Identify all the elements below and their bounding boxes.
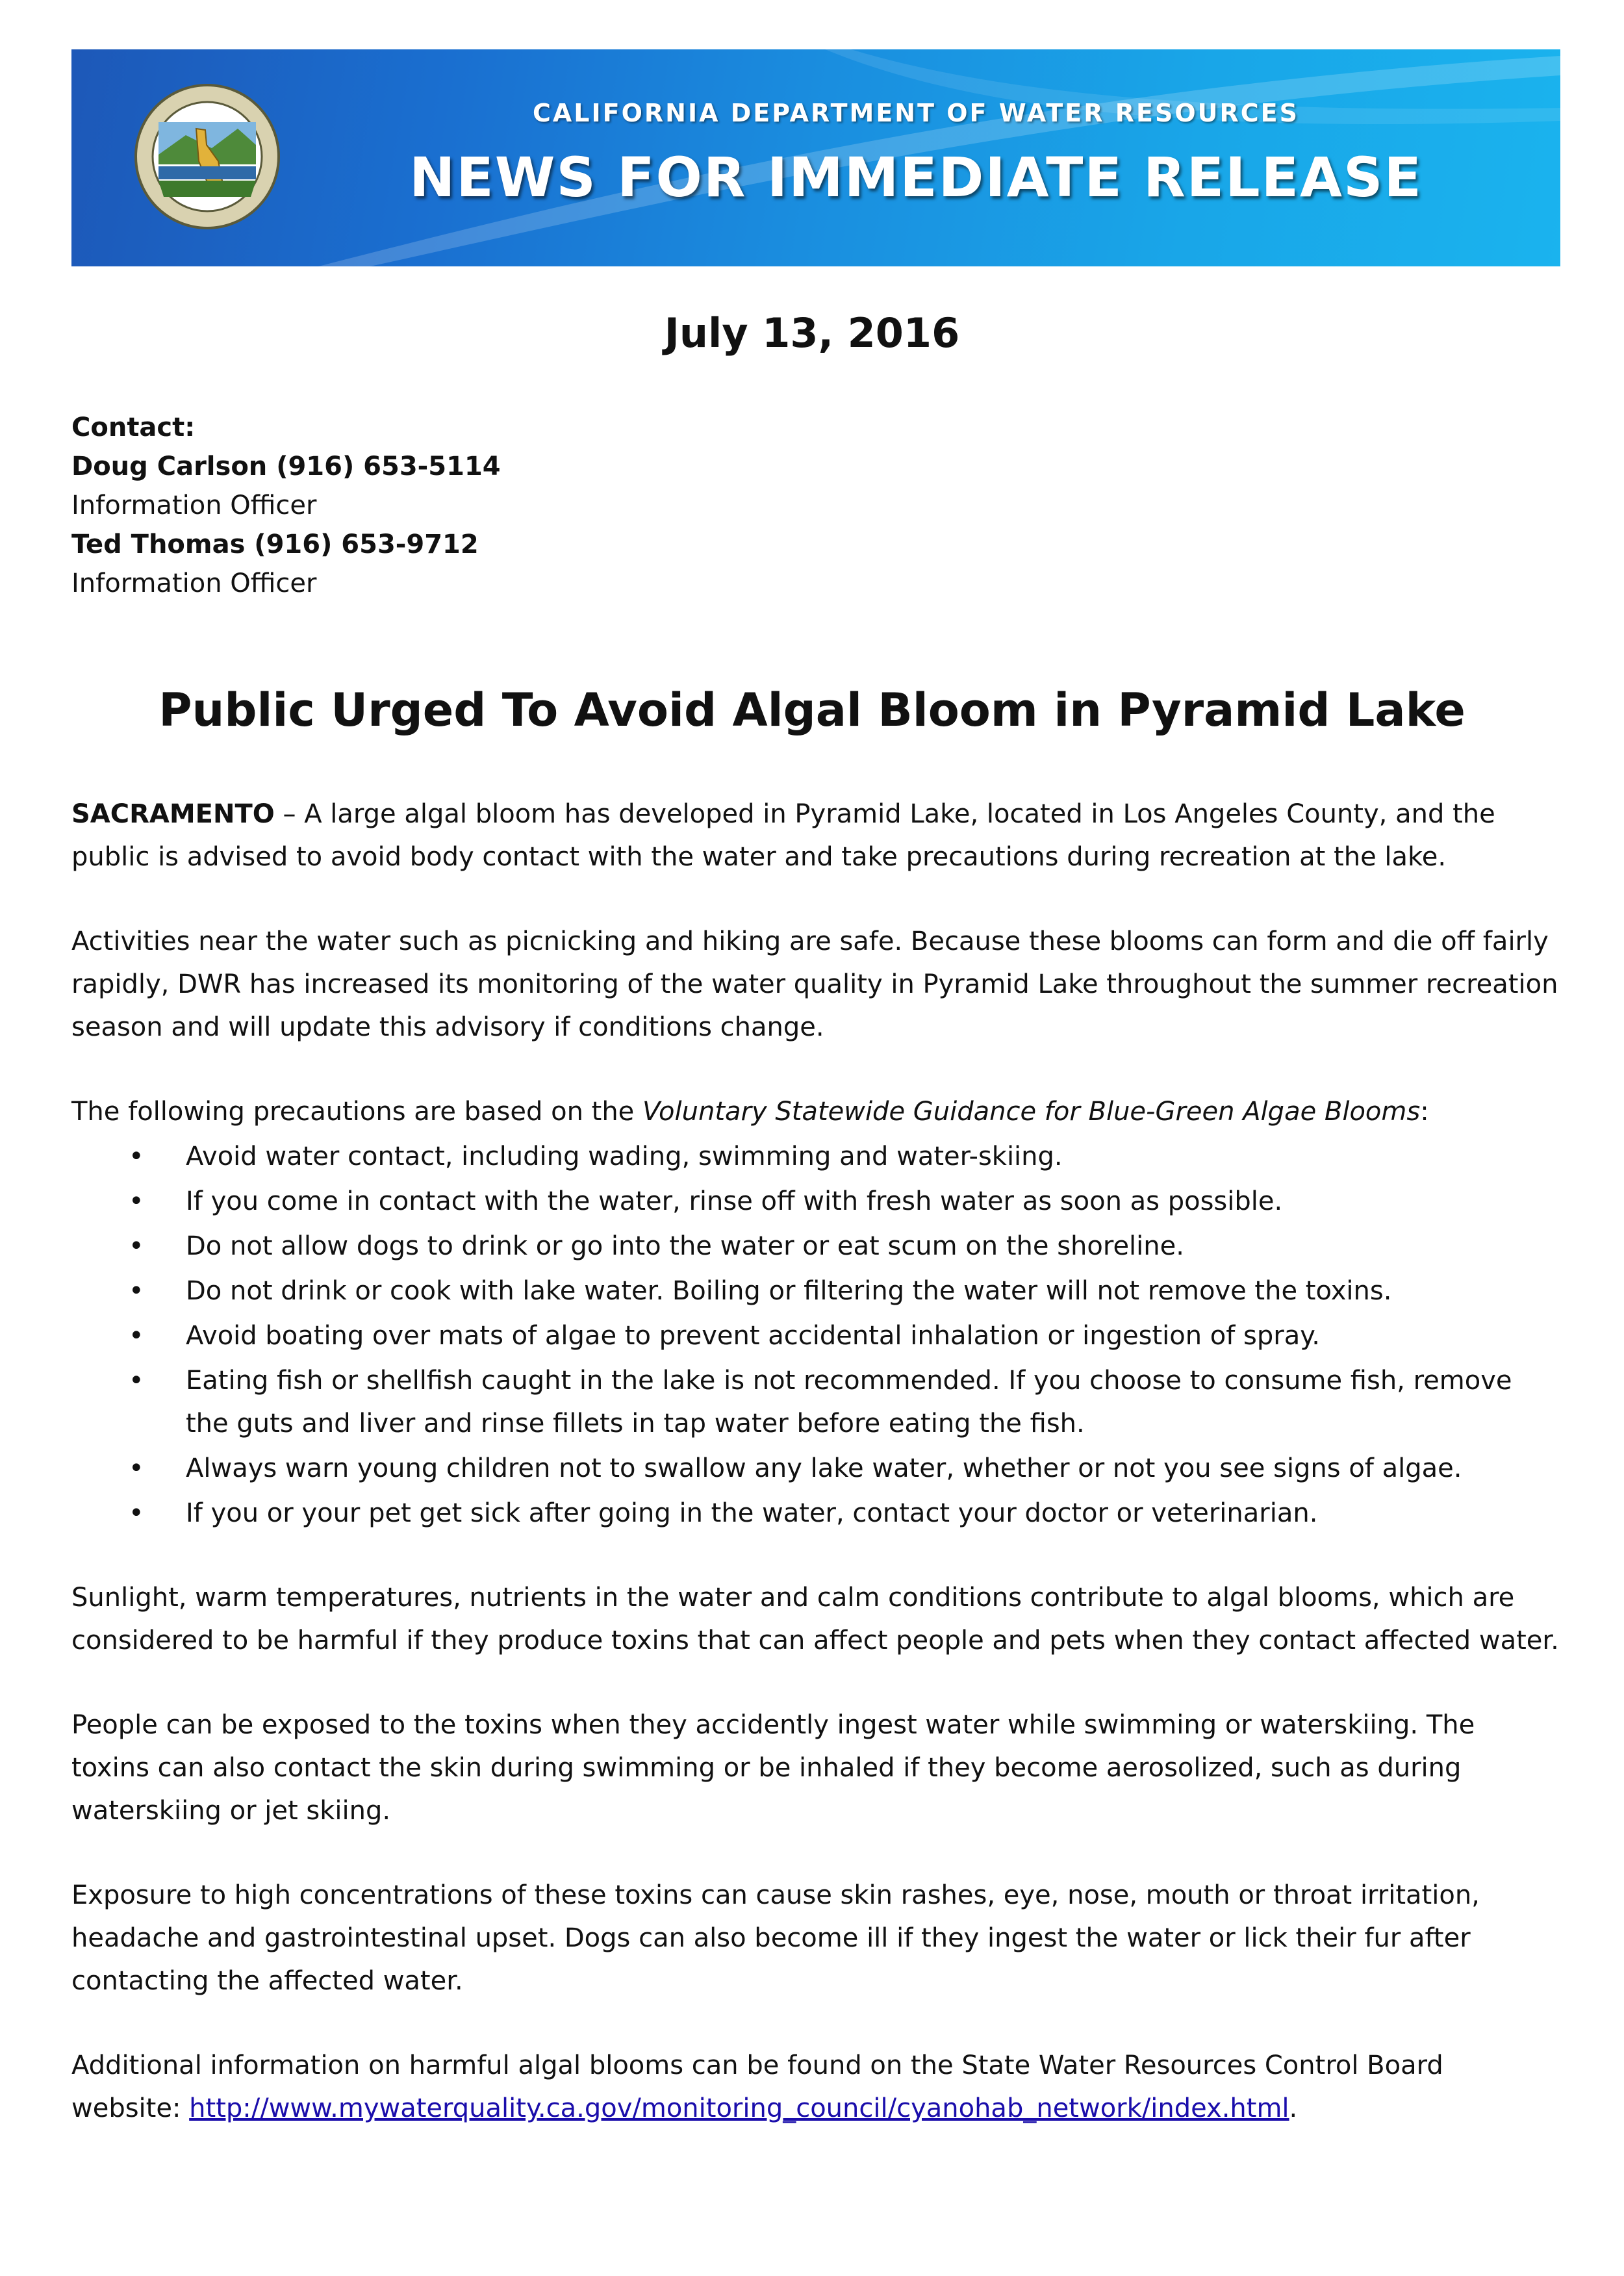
- paragraph-text: .: [1289, 2093, 1298, 2123]
- water-board-link[interactable]: http://www.mywaterquality.ca.gov/monitoring_council/cyanohab_network/index.html: [189, 2093, 1289, 2123]
- paragraph-text: :: [1420, 1097, 1429, 1127]
- paragraph-text: – A large algal bloom has developed in Pyramid Lake, located in Los Angeles County, and the public is advised to avoid body contact with the water and take precautions during recreation at the lake.: [71, 799, 1495, 872]
- banner-org-name: CALIFORNIA DEPARTMENT OF WATER RESOURCES: [533, 99, 1299, 127]
- paragraph-text: The following precautions are based on the: [71, 1097, 643, 1127]
- contact-label: Contact:: [71, 413, 196, 442]
- paragraph-exposure-routes: People can be exposed to the toxins when they accidently ingest water while swimming or waterskiing. The toxins can also contact the skin during swimming or be inhaled if they become aerosolized, such as during waterskiing or jet skiing.: [71, 1710, 1475, 1826]
- list-item: • Do not drink or cook with lake water. Boiling or filtering the water will not remove the toxins.: [71, 1270, 1559, 1312]
- list-item: • Do not allow dogs to drink or go into the water or eat scum on the shoreline.: [71, 1225, 1559, 1268]
- dwr-seal-icon: [134, 83, 281, 230]
- list-item: • Eating fish or shellfish caught in the lake is not recommended. If you choose to consume fish, remove the guts and liver and rinse fillets in tap water before eating the fish.: [71, 1359, 1559, 1445]
- contact-name-phone: Ted Thomas (916) 653-9712: [71, 530, 479, 559]
- paragraph-precautions-lead: [71, 1090, 1559, 1133]
- article-body: [71, 793, 1559, 2130]
- list-item: • If you or your pet get sick after going in the water, contact your doctor or veterinarian.: [71, 1492, 1559, 1535]
- headline: Public Urged To Avoid Algal Bloom in Pyramid Lake: [159, 684, 1465, 737]
- paragraph-health-effects: Exposure to high concentrations of these toxins can cause skin rashes, eye, nose, mouth or throat irritation, headache and gastrointestinal upset. Dogs can also become ill if they ingest the water or lick their fur after contacting the affected water.: [71, 1880, 1480, 1996]
- contact-name-phone: Doug Carlson (916) 653-5114: [71, 452, 501, 481]
- paragraph-more-info: [71, 2044, 1559, 2130]
- banner-title: NEWS FOR IMMEDIATE RELEASE: [409, 146, 1423, 209]
- contact-block: [71, 408, 501, 603]
- paragraph-activities: Activities near the water such as picnicking and hiking are safe. Because these blooms can form and die off fairly rapidly, DWR has increased its monitoring of the water quality in Pyramid Lake throughout the summer recreation season and will update this advisory if conditions change.: [71, 927, 1558, 1042]
- paragraph-intro: [71, 793, 1559, 878]
- release-date: July 13, 2016: [664, 309, 960, 357]
- contact-role: Information Officer: [71, 569, 317, 598]
- contact-role: Information Officer: [71, 491, 317, 520]
- dateline: SACRAMENTO: [71, 799, 275, 829]
- list-item: • Avoid boating over mats of algae to prevent accidental inhalation or ingestion of spray.: [71, 1314, 1559, 1357]
- list-item: • Always warn young children not to swallow any lake water, whether or not you see signs of algae.: [71, 1447, 1559, 1490]
- precautions-list: [71, 1135, 1559, 1535]
- header-banner: [71, 49, 1560, 266]
- paragraph-text: Additional information on harmful algal blooms can be found on the State Water Resources Control Board website:: [71, 2051, 1443, 2123]
- list-item: • Avoid water contact, including wading, swimming and water-skiing.: [71, 1135, 1559, 1178]
- guidance-title: Voluntary Statewide Guidance for Blue-Green Algae Blooms: [642, 1097, 1421, 1127]
- paragraph-conditions: Sunlight, warm temperatures, nutrients in the water and calm conditions contribute to algal blooms, which are considered to be harmful if they produce toxins that can affect people and pets when they contact affected water.: [71, 1583, 1559, 1656]
- list-item: • If you come in contact with the water, rinse off with fresh water as soon as possible.: [71, 1180, 1559, 1223]
